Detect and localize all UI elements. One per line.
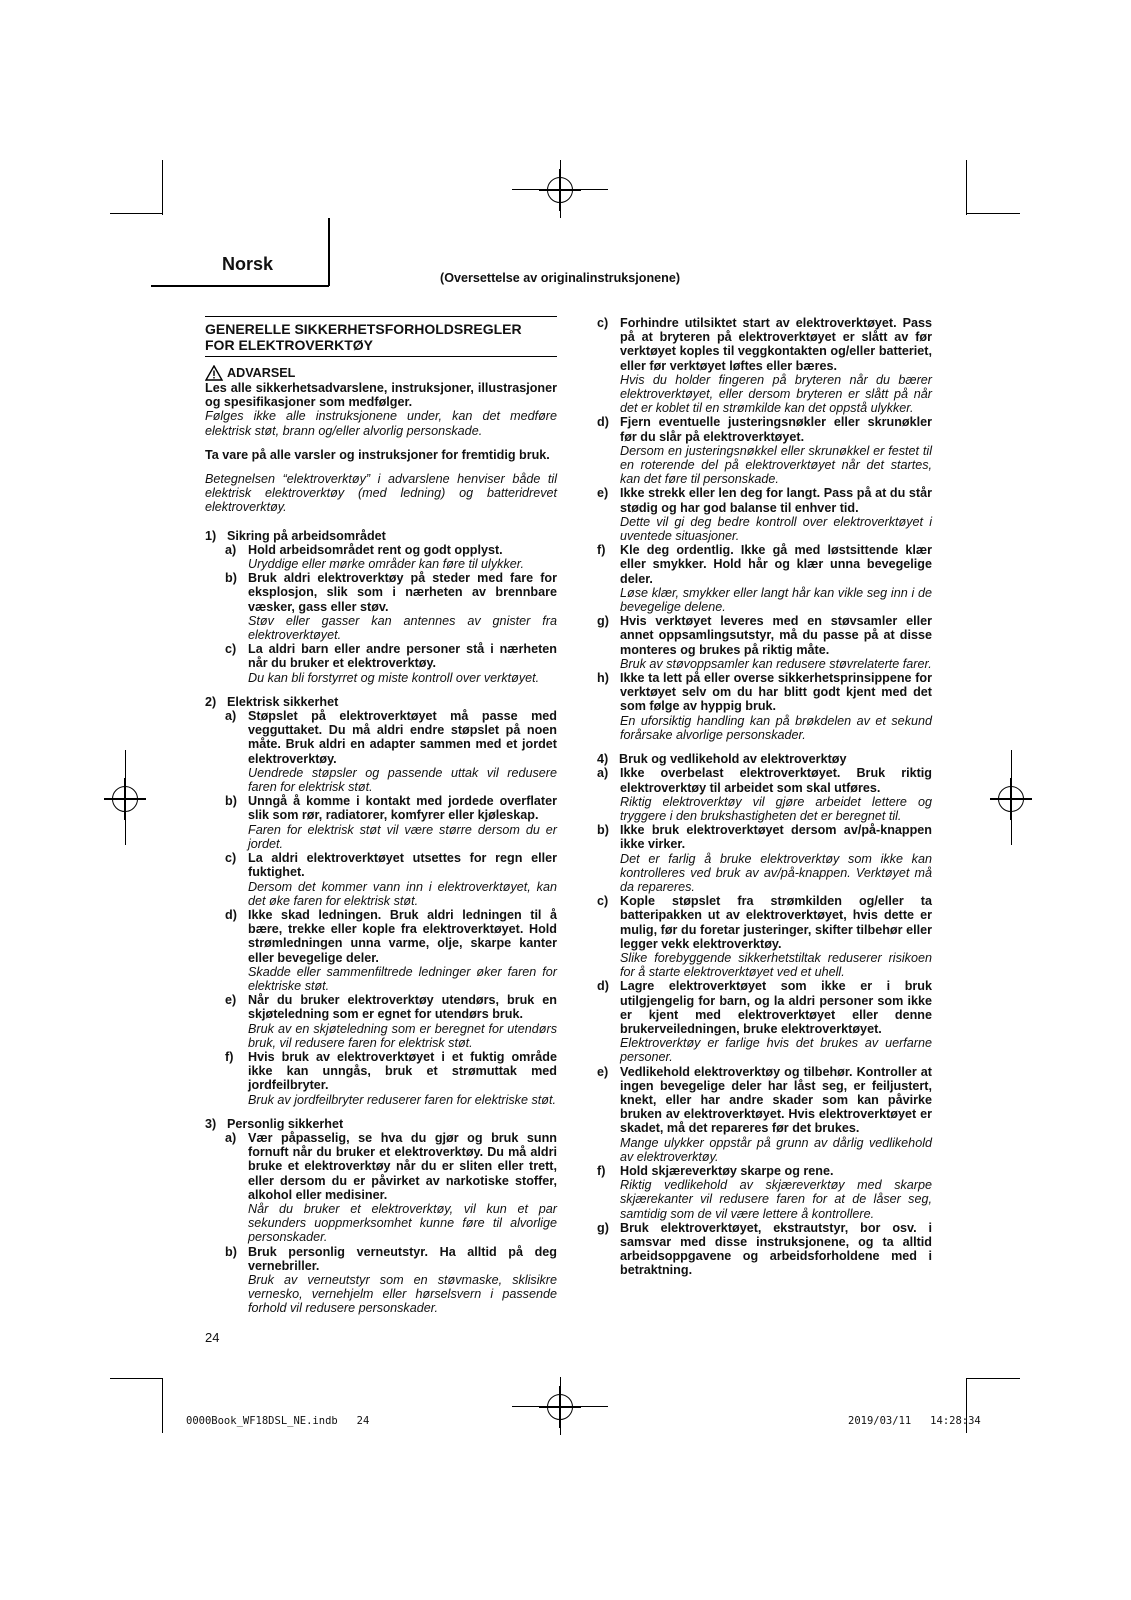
item-explanation: Bruk av støvoppsamler kan redusere støvrelaterte farer.	[620, 656, 932, 671]
item-instruction: Bruk elektroverktøyet, ekstrautstyr, bor osv. i samsvar med disse instruksjonene, og ta alltid arbeidsoppgavene og arbeidsforholdene med i betraktning.	[620, 1220, 932, 1278]
left-sections	[205, 529, 557, 1107]
list-item	[225, 571, 557, 642]
list-item	[597, 415, 932, 486]
item-explanation: Uendrede støpsler og passende uttak vil redusere faren for elektrisk støt.	[248, 765, 557, 795]
item-instruction: Vedlikehold elektroverktøy og tilbehør. Kontroller at ingen bevegelige deler har låst seg, er feiljustert, knekt, eller har andre skader som kan påvirke bruken av elektroverktøyet. Hvis elektroverktøyet er skadet, må det repareres før det brukes.	[620, 1064, 932, 1136]
item-instruction: Ikke skad ledningen. Bruk aldri ledningen til å bære, trekke eller kople fra elektroverktøyet. Hold strømledningen unna varme, olje, skarpe kanter eller bevegelige deler.	[248, 907, 557, 965]
section-number: 4)	[597, 752, 609, 767]
item-key: f)	[597, 543, 606, 558]
keep-instructions: Ta vare på alle varsler og instruksjoner for fremtidig bruk.	[205, 447, 550, 462]
item-instruction: Ikke ta lett på eller overse sikkerhetsprinsippene for verktøyet selv om du har blitt godt kjent med det som følge av hyppig bruk.	[620, 671, 932, 714]
language-tab-border	[328, 218, 330, 286]
page-subtitle: (Oversettelse av originalinstruksjonene)	[440, 271, 681, 285]
section-title-row	[205, 695, 557, 709]
warning-header	[205, 365, 557, 381]
item-explanation: Det er farlig å bruke elektroverktøy som ikke kan kontrolleres ved bruk av av/på-knappen. Verktøyet må da repareres.	[620, 851, 932, 894]
item-body	[248, 1245, 557, 1316]
crop-mark	[966, 1378, 1020, 1379]
item-key: f)	[225, 1049, 234, 1064]
item-instruction: Bruk personlig verneutstyr. Ha alltid på deg vernebriller.	[248, 1244, 557, 1273]
section-number: 3)	[205, 1116, 217, 1131]
item-explanation: En uforsiktig handling kan på brøkdelen av et sekund forårsake alvorlige personskader.	[620, 713, 932, 742]
item-instruction: Ikke bruk elektroverktøyet dersom av/på-knappen ikke virker.	[620, 823, 932, 852]
item-explanation: Riktig vedlikehold av skjæreverktøy med skarpe skjærekanter vil redusere faren for at de låser seg, samtidig som de vil være lettere å kontrollere.	[620, 1178, 932, 1221]
item-body	[620, 1065, 932, 1164]
section-title: Sikring på arbeidsområdet	[227, 528, 386, 543]
item-explanation: Faren for elektrisk støt vil være større dersom du er jordet.	[248, 822, 557, 851]
item-explanation: Mange ulykker oppstår på grunn av dårlig vedlikehold av elektroverktøy.	[620, 1135, 932, 1164]
item-key: c)	[225, 851, 237, 866]
item-instruction: La aldri barn eller andre personer stå i nærheten når du bruker et elektroverktøy.	[248, 642, 557, 671]
item-key: f)	[597, 1163, 606, 1178]
item-body	[248, 1050, 557, 1107]
item-key: c)	[597, 316, 609, 330]
item-instruction: Støpslet på elektroverktøyet må passe med vegguttaket. Du må aldri endre støpslet på noen måte. Bruk aldri en adapter sammen med et jordet elektroverktøy.	[248, 709, 557, 766]
item-body	[620, 543, 932, 614]
item-body	[248, 1131, 557, 1245]
item-body	[620, 486, 932, 543]
crop-mark	[110, 213, 162, 214]
item-body	[248, 993, 557, 1050]
item-explanation: Bruk av verneutstyr som en støvmaske, sklisikre vernesko, vernehjelm eller hørselsvern i passende forhold vil redusere personskader.	[248, 1272, 557, 1316]
list-item	[225, 993, 557, 1050]
item-key: d)	[597, 415, 609, 430]
item-explanation: Hvis du holder fingeren på bryteren når du bærer elektroverktøyet, eller dersom bryteren er slått på når det er koblet til en strømkilde kan det oppstå ulykker.	[620, 372, 932, 416]
item-body	[620, 671, 932, 742]
list-item	[225, 1131, 557, 1245]
list-item	[597, 979, 932, 1064]
item-body	[248, 851, 557, 908]
list-item	[597, 1065, 932, 1164]
item-body	[248, 543, 557, 571]
item-body	[248, 908, 557, 993]
item-body	[248, 709, 557, 794]
page-number: 24	[205, 1330, 220, 1345]
item-explanation: Støv eller gasser kan antennes av gnister fra elektroverktøyet.	[248, 613, 557, 643]
item-explanation: Riktig elektroverktøy vil gjøre arbeidet lettere og tryggere i den brukshastigheten det er beregnet til.	[620, 794, 932, 823]
item-body	[248, 642, 557, 685]
item-explanation: Bruk av en skjøteledning som er beregnet for utendørs bruk, vil redusere faren for elektrisk støt.	[248, 1021, 557, 1050]
item-key: b)	[597, 823, 609, 838]
item-key: h)	[597, 671, 609, 686]
item-key: a)	[225, 1130, 237, 1145]
item-body	[620, 1221, 932, 1278]
item-instruction: Lagre elektroverktøyet som ikke er i bruk utilgjengelig for barn, og la aldri personer som ikke er kjent med elektroverktøyet eller denne brukerveiledningen, bruke elektroverktøyet.	[620, 979, 932, 1036]
item-body	[620, 979, 932, 1064]
item-body	[248, 794, 557, 851]
item-key: e)	[597, 486, 609, 501]
crop-mark	[560, 160, 561, 218]
item-instruction: Når du bruker elektroverktøy utendørs, bruk en skjøteledning som er egnet for utendørs bruk.	[248, 993, 557, 1022]
list-item	[597, 1221, 932, 1278]
item-key: b)	[225, 1244, 237, 1259]
list-item	[597, 614, 932, 671]
item-explanation: Dersom det kommer vann inn i elektroverktøyet, kan det øke faren for elektrisk støt.	[248, 879, 557, 908]
crop-mark	[110, 1378, 162, 1379]
item-instruction: Bruk aldri elektroverktøy på steder med fare for eksplosjon, slik som i nærheten av brennbare væsker, gass eller støv.	[248, 571, 557, 614]
list-item	[597, 671, 932, 742]
warning-triangle-icon	[205, 365, 223, 381]
item-key: a)	[597, 766, 609, 781]
term-definition: Betegnelsen “elektroverktøy” i advarslene henviser både til elektrisk elektroverktøy (med ledning) og batteridrevet elektroverktøy.	[205, 472, 557, 515]
item-body	[620, 823, 932, 894]
item-body	[620, 894, 932, 979]
print-timestamp: 2019/03/11 14:28:34	[848, 1415, 981, 1427]
item-explanation: Dette vil gi deg bedre kontroll over elektroverktøyet i uventede situasjoner.	[620, 514, 932, 544]
item-instruction: Forhindre utilsiktet start av elektroverktøyet. Pass på at bryteren på elektroverktøyet er slått av før verktøyet koples til veggkontakten og/eller batteriet, eller før verktøyet løftes eller bæres.	[620, 316, 932, 373]
warning-consequence: Følges ikke alle instruksjonene under, kan det medføre elektrisk støt, brann og/eller alvorlig personskade.	[205, 409, 557, 438]
item-key: e)	[225, 993, 237, 1008]
language-tab-border	[151, 285, 329, 287]
list-item	[225, 709, 557, 794]
item-body	[620, 316, 932, 415]
item-instruction: Kle deg ordentlig. Ikke gå med løstsittende klær eller smykker. Hold hår og klær unna bevegelige deler.	[620, 543, 932, 586]
item-key: e)	[597, 1064, 609, 1079]
list-item	[225, 908, 557, 993]
item-body	[620, 1164, 932, 1221]
section-title-row	[205, 1117, 557, 1131]
item-key: b)	[225, 794, 237, 809]
list-item	[225, 543, 557, 571]
section-number: 1)	[205, 528, 217, 543]
item-explanation: Dersom en justeringsnøkkel eller skrunøkkel er festet til en roterende del på elektroverktøyet når det startes, kan det føre til personskade.	[620, 443, 932, 487]
list-item	[225, 1050, 557, 1107]
item-key: a)	[225, 542, 237, 557]
item-instruction: Fjern eventuelle justeringsnøkler eller skrunøkler før du slår på elektroverktøyet.	[620, 415, 932, 444]
crop-mark	[1011, 750, 1012, 845]
section-personal-safety	[205, 1117, 557, 1316]
list-item	[225, 794, 557, 851]
section-heading: GENERELLE SIKKERHETSFORHOLDSREGLER FOR ELEKTROVERKTØY	[205, 316, 557, 357]
item-explanation: Elektroverktøy er farlige hvis det brukes av uerfarne personer.	[620, 1036, 932, 1065]
list-item	[597, 486, 932, 543]
crop-mark	[162, 1378, 163, 1433]
item-key: c)	[597, 894, 609, 909]
crop-mark	[966, 160, 967, 215]
section-use-and-care	[597, 752, 932, 1278]
crop-mark	[125, 750, 126, 845]
item-explanation: Bruk av jordfeilbryter reduserer faren for elektriske støt.	[248, 1092, 556, 1107]
crop-mark	[966, 213, 1020, 214]
list-item	[225, 1245, 557, 1316]
item-key: g)	[597, 614, 609, 629]
item-key: b)	[225, 571, 237, 586]
left-column	[205, 316, 557, 1316]
language-tab: Norsk	[222, 254, 274, 274]
item-key: d)	[597, 979, 609, 994]
item-key: d)	[225, 907, 237, 922]
list-item	[597, 894, 932, 979]
section-number: 2)	[205, 694, 217, 709]
section-title-row	[205, 529, 557, 543]
item-explanation: Skadde eller sammenfiltrede ledninger øker faren for elektriske støt.	[248, 964, 557, 993]
list-item	[597, 766, 932, 823]
item-body	[620, 415, 932, 486]
file-info: 0000Book_WF18DSL_NE.indb 24	[186, 1415, 370, 1427]
item-instruction: Unngå å komme i kontakt med jordede overflater slik som rør, radiatorer, komfyrer eller kjøleskap.	[248, 794, 557, 823]
list-item	[597, 316, 932, 415]
item-instruction: Vær påpasselig, se hva du gjør og bruk sunn fornuft når du bruker et elektroverktøy. Du må aldri bruke et elektroverktøy når du er sliten eller trett, eller dersom du er påvirket av narkotiske stoffer, alkohol eller medisiner.	[248, 1130, 557, 1202]
item-instruction: Ikke overbelast elektroverktøyet. Bruk riktig elektroverktøy til arbeidet som skal utføres.	[620, 766, 932, 795]
item-instruction: Hvis bruk av elektroverktøyet i et fuktig område ikke kan unngås, bruk et strømuttak med jordfeilbryter.	[248, 1049, 557, 1093]
crop-mark	[560, 1377, 561, 1435]
section-title: Bruk og vedlikehold av elektroverktøy	[619, 752, 847, 767]
warning-text: Les alle sikkerhetsadvarslene, instruksjoner, illustrasjoner og spesifikasjoner som medfølger.	[205, 381, 557, 410]
item-body	[248, 571, 557, 642]
item-explanation: Uryddige eller mørke områder kan føre til ulykker.	[248, 557, 524, 572]
right-column	[597, 316, 932, 1278]
item-explanation: Når du bruker et elektroverktøy, vil kun et par sekunders uoppmerksomhet kunne føre til alvorlige personskader.	[248, 1201, 557, 1245]
warning-label: ADVARSEL	[227, 365, 296, 380]
item-instruction: La aldri elektroverktøyet utsettes for regn eller fuktighet.	[248, 851, 557, 880]
section-title: Personlig sikkerhet	[227, 1116, 344, 1131]
section-title: Elektrisk sikkerhet	[227, 694, 339, 709]
item-explanation: Løse klær, smykker eller langt hår kan vikle seg inn i de bevegelige delene.	[620, 585, 932, 615]
list-item	[597, 543, 932, 614]
section-title-row	[597, 752, 932, 766]
item-body	[620, 766, 932, 823]
item-explanation: Slike forebyggende sikkerhetstiltak reduserer risikoen for å starte elektroverktøyet ved et uhell.	[620, 950, 932, 980]
list-item	[597, 823, 932, 894]
item-instruction: Hold arbeidsområdet rent og godt opplyst.	[248, 542, 503, 557]
list-item	[597, 1164, 932, 1221]
list-item	[225, 642, 557, 685]
crop-mark	[162, 160, 163, 215]
personal-safety-continued	[597, 316, 932, 742]
item-instruction: Ikke strekk eller len deg for langt. Pass på at du står stødig og har god balanse til enhver tid.	[620, 486, 932, 515]
item-explanation: Du kan bli forstyrret og miste kontroll over verktøyet.	[248, 670, 540, 685]
list-item	[225, 851, 557, 908]
item-instruction: Hold skjæreverktøy skarpe og rene.	[620, 1163, 834, 1178]
item-body	[620, 614, 932, 671]
item-instruction: Kople støpslet fra strømkilden og/eller ta batteripakken ut av elektroverktøyet, hvis dette er mulig, før du foretar justeringer, skifter tilbehør eller legger vekk elektroverktøy.	[620, 894, 932, 951]
item-key: c)	[225, 642, 237, 657]
item-instruction: Hvis verktøyet leveres med en støvsamler eller annet oppsamlingsutstyr, må du passe på at disse monteres og brukes på riktig måte.	[620, 614, 932, 657]
item-key: g)	[597, 1220, 609, 1235]
item-key: a)	[225, 709, 237, 724]
